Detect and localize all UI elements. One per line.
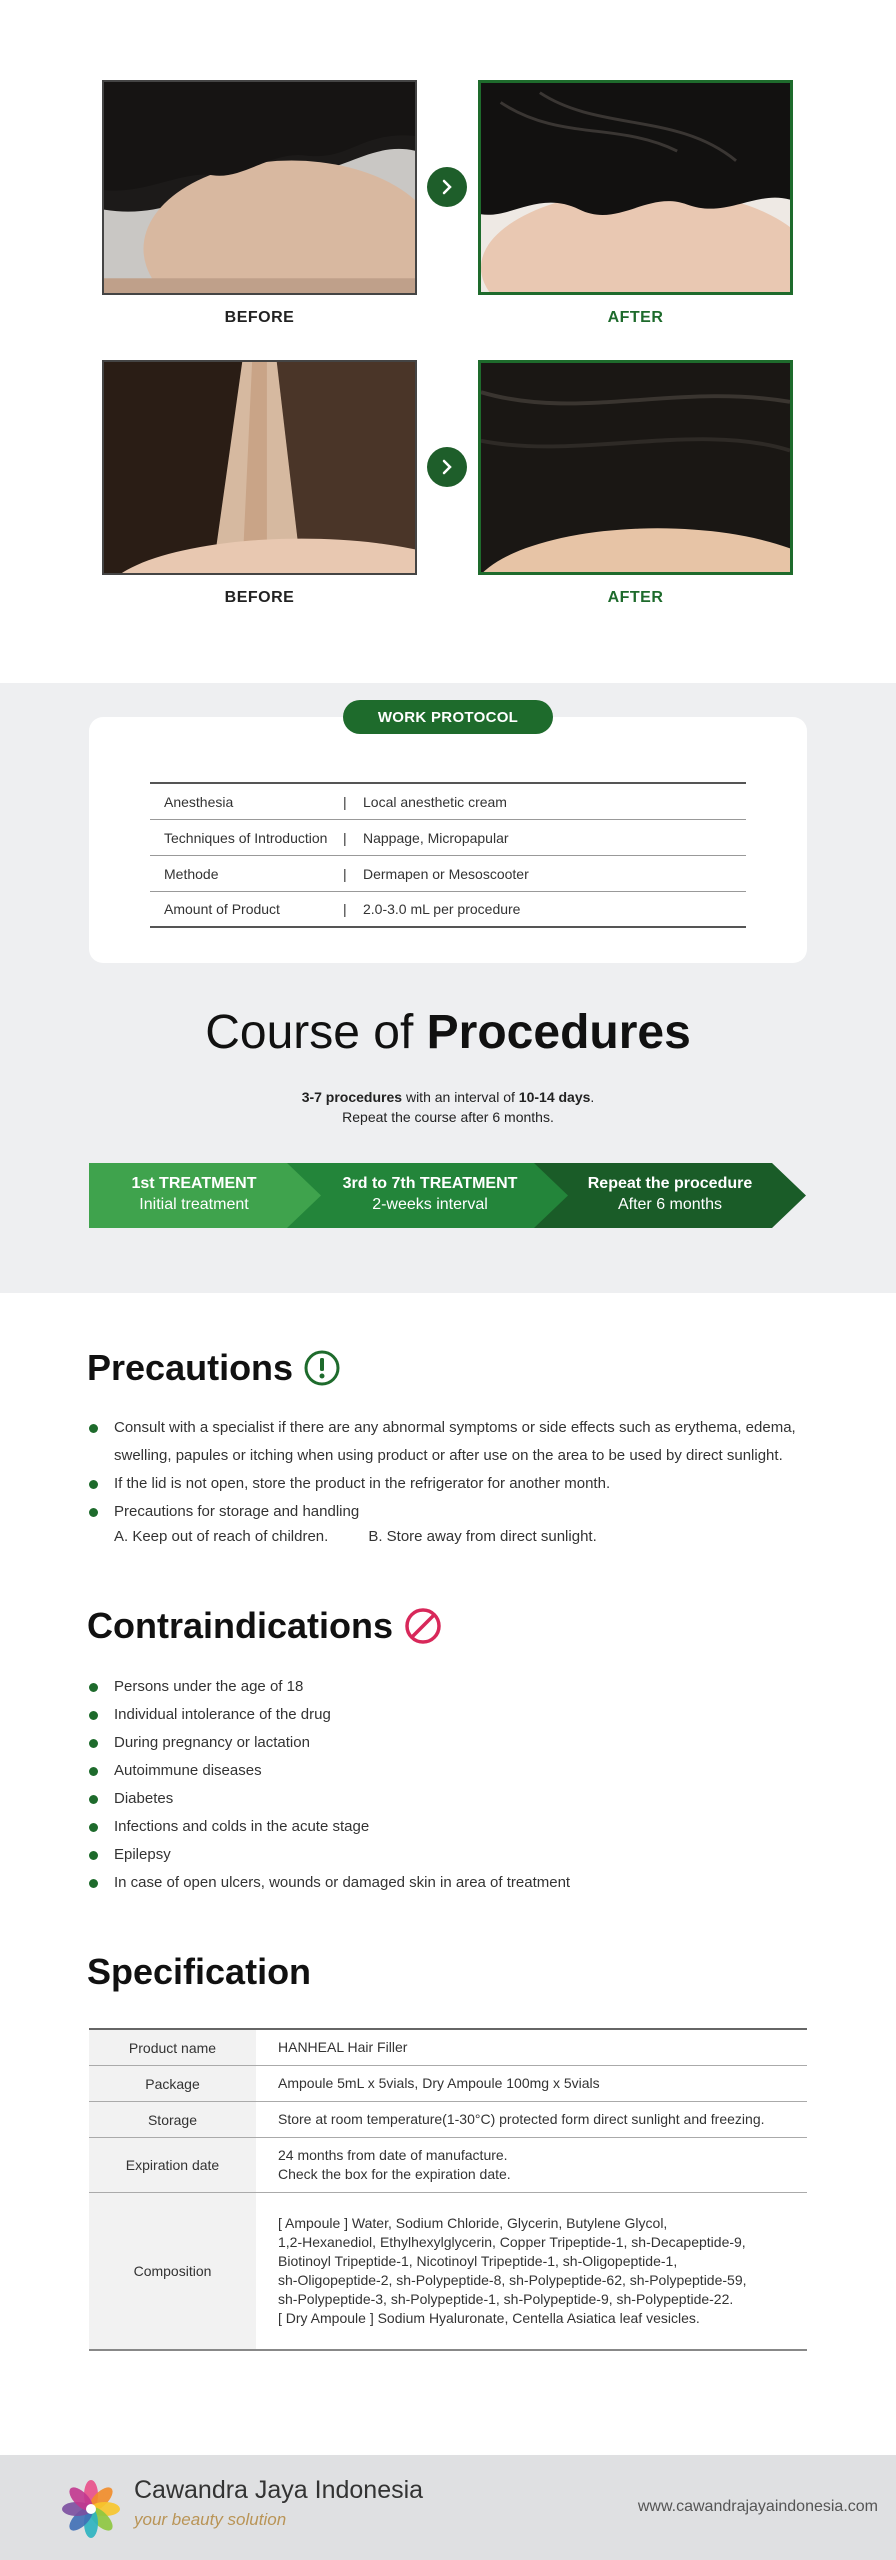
protocol-row	[150, 892, 746, 928]
work-protocol-badge: WORK PROTOCOL	[343, 700, 553, 734]
arrow-right-icon	[427, 167, 467, 207]
protocol-separator: |	[343, 901, 347, 917]
spec-line: [ Ampoule ] Water, Sodium Chloride, Glycerin, Butylene Glycol,	[278, 2215, 668, 2231]
after-photo-2	[478, 360, 793, 575]
protocol-row	[150, 820, 746, 856]
before-after-section	[0, 0, 896, 683]
spec-line: 24 months from date of manufacture.	[278, 2147, 508, 2163]
list-item: Autoimmune diseases	[87, 1757, 807, 1785]
protocol-value: Local anesthetic cream	[363, 793, 507, 810]
protocol-value: 2.0-3.0 mL per procedure	[363, 901, 521, 917]
storage-notes	[114, 1528, 597, 1545]
spec-value	[256, 2066, 807, 2101]
before-label-1: BEFORE	[224, 309, 295, 326]
protocol-value: Dermapen or Mesoscooter	[363, 865, 529, 882]
precautions-title: Precautions	[87, 1347, 294, 1388]
list-item: Epilepsy	[87, 1841, 807, 1869]
protocol-key: Amount of Product	[164, 901, 280, 917]
storage-note-a: A. Keep out of reach of children.	[114, 1528, 329, 1545]
contraindications-title: Contraindications	[87, 1605, 394, 1646]
spec-value	[256, 2102, 807, 2137]
list-item: Infections and colds in the acute stage	[87, 1813, 807, 1841]
spec-line: Ampoule 5mL x 5vials, Dry Ampoule 100mg x 5vials	[278, 2075, 600, 2091]
protocol-row	[150, 856, 746, 892]
table-row	[89, 2102, 807, 2138]
protocol-key: Anesthesia	[164, 793, 234, 810]
before-photo-2	[102, 360, 417, 575]
contraindications-list	[87, 1673, 807, 1897]
after-label-1: AFTER	[607, 309, 664, 326]
specification-heading	[87, 1951, 311, 1993]
protocol-separator: |	[343, 865, 347, 882]
spec-value	[256, 2193, 807, 2349]
step-subtitle: Initial treatment	[139, 1196, 249, 1213]
after-label-2: AFTER	[607, 589, 664, 606]
spec-key: Product name	[89, 2030, 256, 2065]
table-row	[89, 2138, 807, 2193]
table-row	[89, 2030, 807, 2066]
course-line-1-mid: with an interval of	[402, 1089, 519, 1105]
course-procedures-count: 3-7 procedures	[301, 1089, 403, 1105]
table-row	[89, 2066, 807, 2102]
list-item: swelling, papules or itching when using product or after use on the area to be used by direct sunlight.	[114, 1447, 783, 1464]
course-step-3	[534, 1163, 806, 1228]
spec-line: 1,2-Hexanediol, Ethylhexylglycerin, Copper Tripeptide-1, sh-Decapeptide-9,	[278, 2234, 746, 2250]
arrow-right-icon	[427, 447, 467, 487]
spec-value	[256, 2030, 807, 2065]
list-item: Consult with a specialist if there are any abnormal symptoms or side effects such as erythema, edema,	[87, 1414, 827, 1442]
step-title: 3rd to 7th TREATMENT	[342, 1175, 518, 1192]
step-subtitle: 2-weeks interval	[372, 1196, 488, 1213]
prohibited-icon	[403, 1606, 443, 1646]
exclamation-icon	[303, 1349, 341, 1387]
list-item: Diabetes	[87, 1785, 807, 1813]
spec-line: Store at room temperature(1-30°C) protected form direct sunlight and freezing.	[278, 2111, 765, 2127]
spec-line: Biotinoyl Tripeptide-1, Nicotinoyl Tripeptide-1, sh-Oligopeptide-1,	[278, 2253, 678, 2269]
spec-line: sh-Oligopeptide-2, sh-Polypeptide-8, sh-Polypeptide-62, sh-Polypeptide-59,	[278, 2272, 747, 2288]
protocol-separator: |	[343, 829, 347, 846]
footer-brand: Cawandra Jaya Indonesia	[134, 2476, 424, 2504]
spec-line: Check the box for the expiration date.	[278, 2166, 511, 2182]
step-title: Repeat the procedure	[587, 1175, 753, 1192]
spec-key: Storage	[89, 2102, 256, 2137]
spec-line: HANHEAL Hair Filler	[278, 2039, 408, 2055]
list-item: Precautions for storage and handling	[87, 1498, 827, 1526]
protocol-key: Methode	[164, 865, 219, 882]
list-item: In case of open ulcers, wounds or damaged skin in area of treatment	[87, 1869, 807, 1897]
specification-title: Specification	[87, 1951, 312, 1992]
step-subtitle: After 6 months	[617, 1196, 723, 1213]
list-item: If the lid is not open, store the product in the refrigerator for another month.	[87, 1470, 827, 1498]
storage-note-b: B. Store away from direct sunlight.	[368, 1528, 597, 1545]
footer-website-link[interactable]: www.cawandrajayaindonesia.com	[637, 2498, 878, 2515]
course-step-2	[287, 1163, 573, 1228]
course-line-2: Repeat the course after 6 months.	[342, 1109, 554, 1125]
list-item: During pregnancy or lactation	[87, 1729, 807, 1757]
after-photo-1	[478, 80, 793, 295]
contraindications-heading	[87, 1605, 443, 1647]
course-interval: 10-14 days	[518, 1089, 591, 1105]
course-line-1	[0, 1087, 896, 1107]
list-item: Persons under the age of 18	[87, 1673, 807, 1701]
before-photo-1	[102, 80, 417, 295]
protocol-row	[150, 784, 746, 820]
list-item: Individual intolerance of the drug	[87, 1701, 807, 1729]
course-title-bold: Procedures	[426, 1006, 691, 1059]
table-row	[89, 2193, 807, 2351]
spec-key: Package	[89, 2066, 256, 2101]
spec-line: sh-Polypeptide-3, sh-Polypeptide-1, sh-Polypeptide-9, sh-Polypeptide-22.	[278, 2291, 734, 2307]
course-title	[0, 1005, 896, 1060]
footer-tagline: your beauty solution	[134, 2510, 287, 2529]
spec-key: Composition	[89, 2193, 256, 2349]
before-label-2: BEFORE	[224, 589, 295, 606]
precautions-heading	[87, 1347, 341, 1389]
spec-value	[256, 2138, 807, 2192]
precautions-list	[87, 1414, 827, 1526]
protocol-key: Techniques of Introduction	[164, 829, 328, 846]
course-title-light: Course of	[205, 1006, 427, 1059]
protocol-value: Nappage, Micropapular	[363, 829, 509, 846]
protocol-table	[150, 782, 746, 928]
spec-line: [ Dry Ampoule ] Sodium Hyaluronate, Centella Asiatica leaf vesicles.	[278, 2310, 700, 2326]
specification-table	[89, 2028, 807, 2351]
flower-logo-icon	[60, 2478, 122, 2540]
course-subtitle	[0, 1087, 896, 1127]
course-line-1-end: .	[590, 1089, 595, 1105]
protocol-separator: |	[343, 793, 347, 810]
step-title: 1st TREATMENT	[131, 1175, 257, 1192]
spec-key: Expiration date	[89, 2138, 256, 2192]
